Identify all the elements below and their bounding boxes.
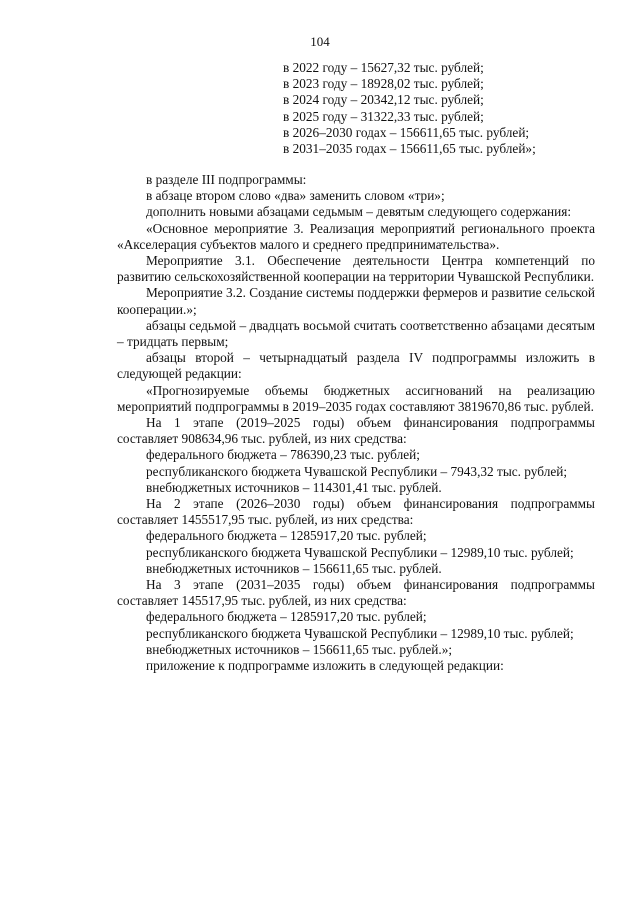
paragraph: федерального бюджета – 1285917,20 тыс. рублей;: [146, 609, 427, 625]
paragraph: На 3 этапе (2031–2035 годы) объем финансирования подпрограммы составляет 145517,95 тыс. рублей, из них средства:: [117, 577, 595, 609]
paragraph: абзацы седьмой – двадцать восьмой считать соответственно абзацами десятым – тридцать первым;: [117, 317, 595, 350]
paragraph: внебюджетных источников – 156611,65 тыс. рублей.»;: [146, 641, 453, 657]
paragraph: «Прогнозируемые объемы бюджетных ассигнований на реализацию мероприятий подпрограммы в 2019–2035 годах составляют 3819670,86 тыс. рублей.: [117, 382, 595, 414]
paragraph: республиканского бюджета Чувашской Республики – 7943,32 тыс. рублей;: [146, 463, 568, 479]
paragraph: внебюджетных источников – 114301,41 тыс. рублей.: [146, 479, 442, 495]
paragraph: республиканского бюджета Чувашской Республики – 12989,10 тыс. рублей;: [146, 544, 574, 560]
paragraph: На 1 этапе (2019–2025 годы) объем финансирования подпрограммы составляет 908634,96 тыс. рублей, из них средства:: [117, 415, 595, 447]
list-item: в 2023 году – 18928,02 тыс. рублей;: [283, 76, 484, 92]
paragraph: Мероприятие 3.1. Обеспечение деятельности Центра компетенций по развитию сельскохозяйственной кооперации на территории Чувашской Республики.: [117, 253, 595, 285]
paragraph: внебюджетных источников – 156611,65 тыс. рублей.: [146, 560, 442, 576]
list-item: в 2024 году – 20342,12 тыс. рублей;: [283, 92, 484, 108]
paragraph: федерального бюджета – 1285917,20 тыс. рублей;: [146, 528, 427, 544]
list-item: в 2022 году – 15627,32 тыс. рублей;: [283, 60, 484, 75]
paragraph: федерального бюджета – 786390,23 тыс. рублей;: [146, 447, 420, 463]
paragraph: республиканского бюджета Чувашской Республики – 12989,10 тыс. рублей;: [146, 625, 574, 641]
document-body: [117, 172, 595, 674]
list-item: в 2031–2035 годах – 156611,65 тыс. рублей»;: [283, 141, 536, 157]
list-item: в 2026–2030 годах – 156611,65 тыс. рублей;: [283, 124, 530, 140]
paragraph: в абзаце втором слово «два» заменить словом «три»;: [146, 188, 445, 204]
paragraph: Мероприятие 3.2. Создание системы поддержки фермеров и развитие сельской кооперации.»;: [117, 285, 595, 317]
paragraph: абзацы второй – четырнадцатый раздела IV подпрограммы изложить в следующей редакции:: [117, 350, 595, 382]
paragraph: приложение к подпрограмме изложить в следующей редакции:: [146, 658, 504, 674]
page-number: 104: [310, 34, 330, 49]
paragraph: в разделе III подпрограммы:: [146, 172, 307, 187]
list-item: в 2025 году – 31322,33 тыс. рублей;: [283, 108, 484, 124]
paragraph: На 2 этапе (2026–2030 годы) объем финансирования подпрограммы составляет 1455517,95 тыс. рублей, из них средства:: [117, 496, 595, 528]
paragraph: «Основное мероприятие 3. Реализация мероприятий регионального проекта «Акселерация субъектов малого и среднего предпринимательства».: [117, 220, 595, 252]
paragraph: дополнить новыми абзацами седьмым – девятым следующего содержания:: [146, 204, 572, 220]
funding-by-year-list: [283, 60, 613, 157]
